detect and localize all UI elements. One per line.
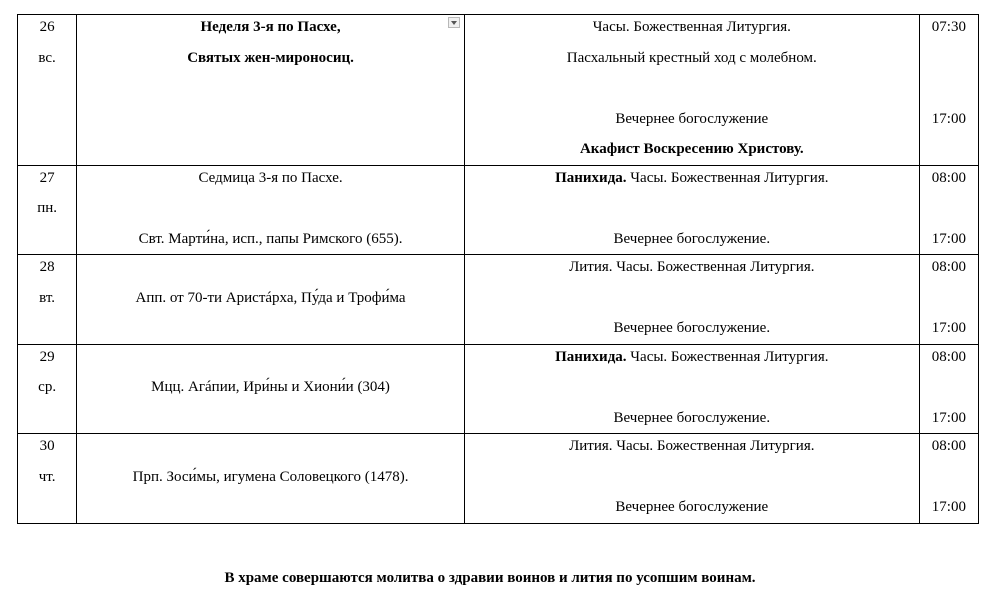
service-time: 08:00 — [931, 438, 966, 454]
service-line — [465, 342, 919, 373]
service-time — [920, 43, 978, 74]
day-cell — [18, 165, 77, 255]
day-number: 30 — [39, 438, 55, 454]
service-time — [920, 134, 978, 165]
service-text: Пасхальный крестный ход с молебном. — [566, 49, 817, 66]
service-line — [465, 372, 919, 403]
service-line — [465, 104, 919, 135]
service-line — [465, 283, 919, 314]
service-time — [920, 462, 978, 493]
feast-line — [77, 342, 464, 373]
services-cell — [464, 15, 919, 166]
service-text: Вечернее богослужение — [615, 110, 769, 127]
feast-line — [77, 193, 464, 224]
service-time — [920, 372, 978, 403]
service-text: Лития. Часы. Божественная Литургия. — [569, 259, 815, 275]
service-time: 17:00 — [931, 320, 966, 336]
feast-line: Святых жен-мироносиц. — [187, 49, 354, 66]
service-line — [465, 224, 919, 255]
service-time: 08:00 — [931, 169, 966, 186]
feast-line — [77, 252, 464, 283]
service-time: 17:00 — [931, 499, 966, 515]
feast-line — [77, 403, 464, 434]
table-row — [18, 255, 979, 345]
service-text: Часы. Божественная Литургия. — [626, 169, 829, 186]
table-row — [18, 344, 979, 434]
service-text: Вечернее богослужение. — [613, 320, 771, 336]
service-bold: Акафист Воскресению Христову. — [579, 141, 804, 157]
service-time: 17:00 — [931, 230, 966, 247]
services-cell — [464, 255, 919, 345]
feast-line: Свт. Марти́на, исп., папы Римского (655). — [138, 230, 403, 247]
service-line — [465, 492, 919, 523]
service-text: Часы. Божественная Литургия. — [592, 19, 791, 35]
service-text: Вечернее богослужение. — [613, 230, 771, 247]
time-cell — [919, 165, 978, 255]
service-text: Вечернее богослужение — [615, 499, 769, 515]
service-line — [465, 431, 919, 462]
time-cell — [919, 15, 978, 166]
feast-cell — [77, 344, 465, 434]
feast-line: Апп. от 70-ти Аристáрха, Пу́да и Трофи́ма — [135, 289, 406, 306]
time-cell — [919, 344, 978, 434]
day-number: 29 — [39, 348, 55, 365]
footnote: В храме совершаются молитва о здравии воинов и лития по усопшим воинам. — [224, 570, 756, 586]
service-time: 17:00 — [931, 110, 966, 127]
service-time — [920, 73, 978, 104]
feast-line: Неделя 3-я по Пасхе, — [200, 19, 341, 35]
schedule-table — [17, 14, 979, 524]
weekday: вт. — [39, 289, 56, 306]
feast-line — [77, 313, 464, 344]
feast-cell — [77, 255, 465, 345]
time-cell — [919, 255, 978, 345]
day-number: 28 — [39, 259, 55, 275]
service-line — [465, 313, 919, 344]
weekday: вс. — [38, 49, 56, 66]
table-row — [18, 165, 979, 255]
service-bold: Панихида. — [555, 348, 627, 365]
feast-line: Седмица 3-я по Пасхе. — [198, 169, 343, 186]
service-time — [920, 193, 978, 224]
service-time: 07:30 — [931, 19, 966, 35]
service-line — [465, 252, 919, 283]
service-text: Лития. Часы. Божественная Литургия. — [569, 438, 815, 454]
weekday: чт. — [38, 468, 56, 485]
table-row — [18, 15, 979, 166]
service-line — [465, 403, 919, 434]
day-cell — [18, 434, 77, 524]
day-cell — [18, 255, 77, 345]
feast-cell — [77, 15, 465, 166]
service-text: Вечернее богослужение. — [613, 409, 771, 426]
feast-line — [77, 431, 464, 462]
weekday: пн. — [37, 200, 58, 216]
feast-line — [77, 492, 464, 523]
weekday: ср. — [38, 379, 57, 395]
feast-line: Мцц. Агáпии, Ири́ны и Хиони́и (304) — [151, 379, 390, 395]
service-line — [465, 462, 919, 493]
time-cell — [919, 434, 978, 524]
service-line — [465, 193, 919, 224]
day-cell — [18, 15, 77, 166]
service-text: Часы. Божественная Литургия. — [626, 348, 829, 365]
day-cell — [18, 344, 77, 434]
feast-line: Прп. Зоси́мы, игумена Соловецкого (1478). — [132, 468, 409, 485]
services-cell — [464, 344, 919, 434]
services-cell — [464, 434, 919, 524]
service-line — [465, 134, 919, 165]
day-number: 27 — [39, 169, 55, 186]
day-number: 26 — [39, 19, 55, 35]
feast-cell — [77, 434, 465, 524]
service-time: 17:00 — [931, 409, 966, 426]
feast-cell — [77, 165, 465, 255]
service-line — [465, 163, 919, 194]
schedule-body — [18, 15, 979, 524]
services-cell — [464, 165, 919, 255]
service-time — [920, 283, 978, 314]
service-line — [465, 43, 919, 74]
dropdown-arrow-icon[interactable] — [448, 17, 460, 28]
service-bold: Панихида. — [555, 169, 627, 186]
table-row — [18, 434, 979, 524]
service-time: 08:00 — [931, 259, 966, 275]
service-line — [465, 12, 919, 43]
service-line — [465, 73, 919, 104]
service-time: 08:00 — [931, 348, 966, 365]
